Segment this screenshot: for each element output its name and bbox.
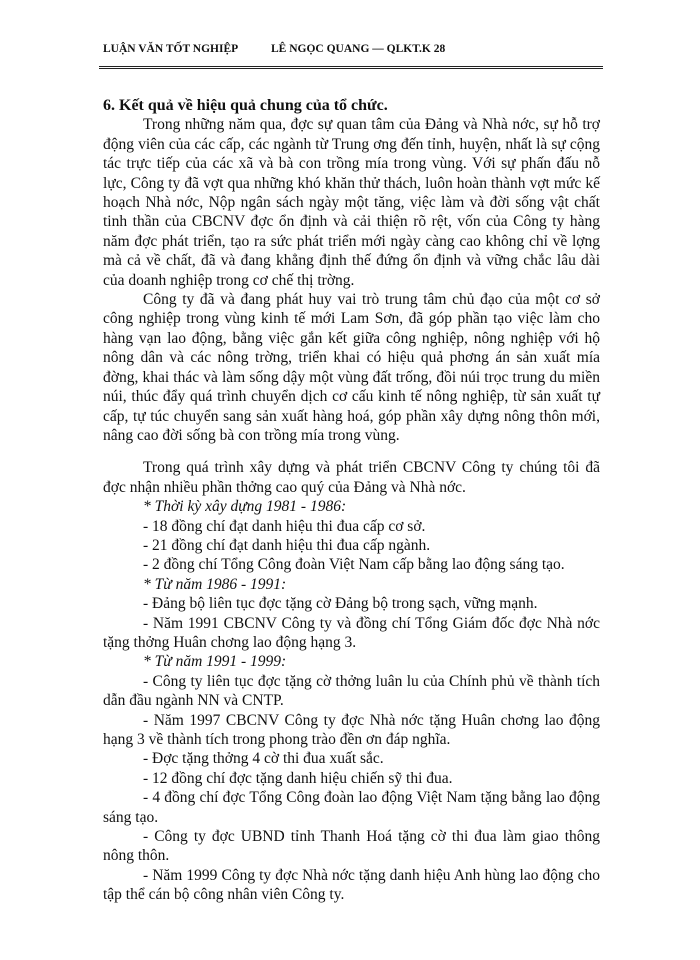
list-item: - 18 đồng chí đạt danh hiệu thi đua cấp cơ sở.	[143, 517, 426, 535]
list-item: - Công ty liên tục đợc tặng cờ thởng luân lu của Chính phủ về thành tích dẫn đầu ngành NN và CNTP.	[103, 672, 600, 710]
period-heading-1991: * Từ năm 1991 - 1999:	[143, 653, 287, 671]
list-item: - 4 đồng chí đợc Tổng Công đoàn lao động Việt Nam tặng bằng lao động sáng tạo.	[103, 789, 600, 826]
paragraph-3: Trong quá trình xây dựng và phát triển CBCNV Công ty chúng tôi đã đợc nhận nhiều phần thởng cao quý của Đảng và Nhà nớc.	[103, 459, 600, 496]
period-heading-1986: * Từ năm 1986 - 1991:	[143, 575, 287, 593]
section-heading: 6. Kết quả về hiệu quả chung của tổ chức.	[103, 97, 388, 114]
list-item: - Đảng bộ liên tục đợc tặng cờ Đảng bộ trong sạch, vững mạnh.	[143, 595, 538, 613]
list-item: - Năm 1991 CBCNV Công ty và đồng chí Tổng Giám đốc đợc Nhà nớc tặng thởng Huân chơng lao động hạng 3.	[103, 614, 600, 651]
list-item: - 21 đồng chí đạt danh hiệu thi đua cấp ngành.	[143, 536, 431, 554]
list-item: - 12 đồng chí đợc tặng danh hiệu chiến sỹ thi đua.	[143, 769, 453, 787]
list-item: - Năm 1999 Công ty đợc Nhà nớc tặng danh hiệu Anh hùng lao động cho tập thể cán bộ công nhân viên Công ty.	[103, 866, 600, 904]
header-thesis-label: LUẬN VĂN TỐT NGHIỆP	[103, 43, 239, 55]
paragraph-2: Công ty đã và đang phát huy vai trò trung tâm chủ đạo của một cơ sở công nghiệp trong vùng kinh tế mới Lam Sơn, đã góp phần tạo việc làm cho hàng vạn lao động, bằng việc gắn kết giữa công nghiệp, nông nghiệp với hộ nông dân và các nông trờng, triển khai có hiệu quả phơng án sản xuất mía đờng, khai thác và làm sống dậy một vùng đất trống, đồi núi trọc trung du miền núi, thúc đẩy quá trình chuyển dịch cơ cấu kinh tế nông nghiệp, từ sản xuất tự cấp, tự túc chuyển sang sản xuất hàng hoá, góp phần xây dựng nông thôn mới, nâng cao đời sống bà con trồng mía trong vùng.	[103, 291, 600, 444]
list-item: - Đợc tặng thởng 4 cờ thi đua xuất sắc.	[143, 750, 384, 768]
period-heading-1981: * Thời kỳ xây dựng 1981 - 1986:	[143, 498, 347, 516]
list-item: - 2 đồng chí Tổng Công đoàn Việt Nam cấp bằng lao động sáng tạo.	[143, 556, 565, 574]
list-item: - Năm 1997 CBCNV Công ty đợc Nhà nớc tặng Huân chơng lao động hạng 3 về thành tích trong phong trào đền ơn đáp nghĩa.	[103, 711, 600, 748]
page-header	[103, 43, 603, 59]
header-rule	[99, 66, 603, 69]
list-item: - Công ty đợc UBND tỉnh Thanh Hoá tặng cờ thi đua làm giao thông nông thôn.	[103, 828, 600, 865]
document-body	[103, 96, 600, 905]
header-author: LÊ NGỌC QUANG — QLKT.K 28	[271, 43, 446, 55]
paragraph-1: Trong những năm qua, đợc sự quan tâm của Đảng và Nhà nớc, sự hỗ trợ động viên của các cấp, các ngành từ Trung ơng đến tỉnh, huyện, nhất là sự cộng tác trực tiếp của các xã và bà con trồng mía trong vùng. Với sự phấn đấu nỗ lực, Công ty đã vợt qua những khó khăn thử thách, luôn hoàn thành vợt mức kế hoạch Nhà nớc, Nộp ngân sách ngày một tăng, việc làm và đời sống vật chất tinh thần của CBCNV đợc ổn định và cải thiện rõ rệt, vốn của Công ty hàng năm đợc phát triển, tạo ra sức phát triển mới ngày càng cao không chỉ về lợng mà cả về chất, đã và đang khẳng định thế đứng ổn định và vững chắc lâu dài của doanh nghiệp trong cơ chế thị trờng.	[103, 116, 600, 289]
